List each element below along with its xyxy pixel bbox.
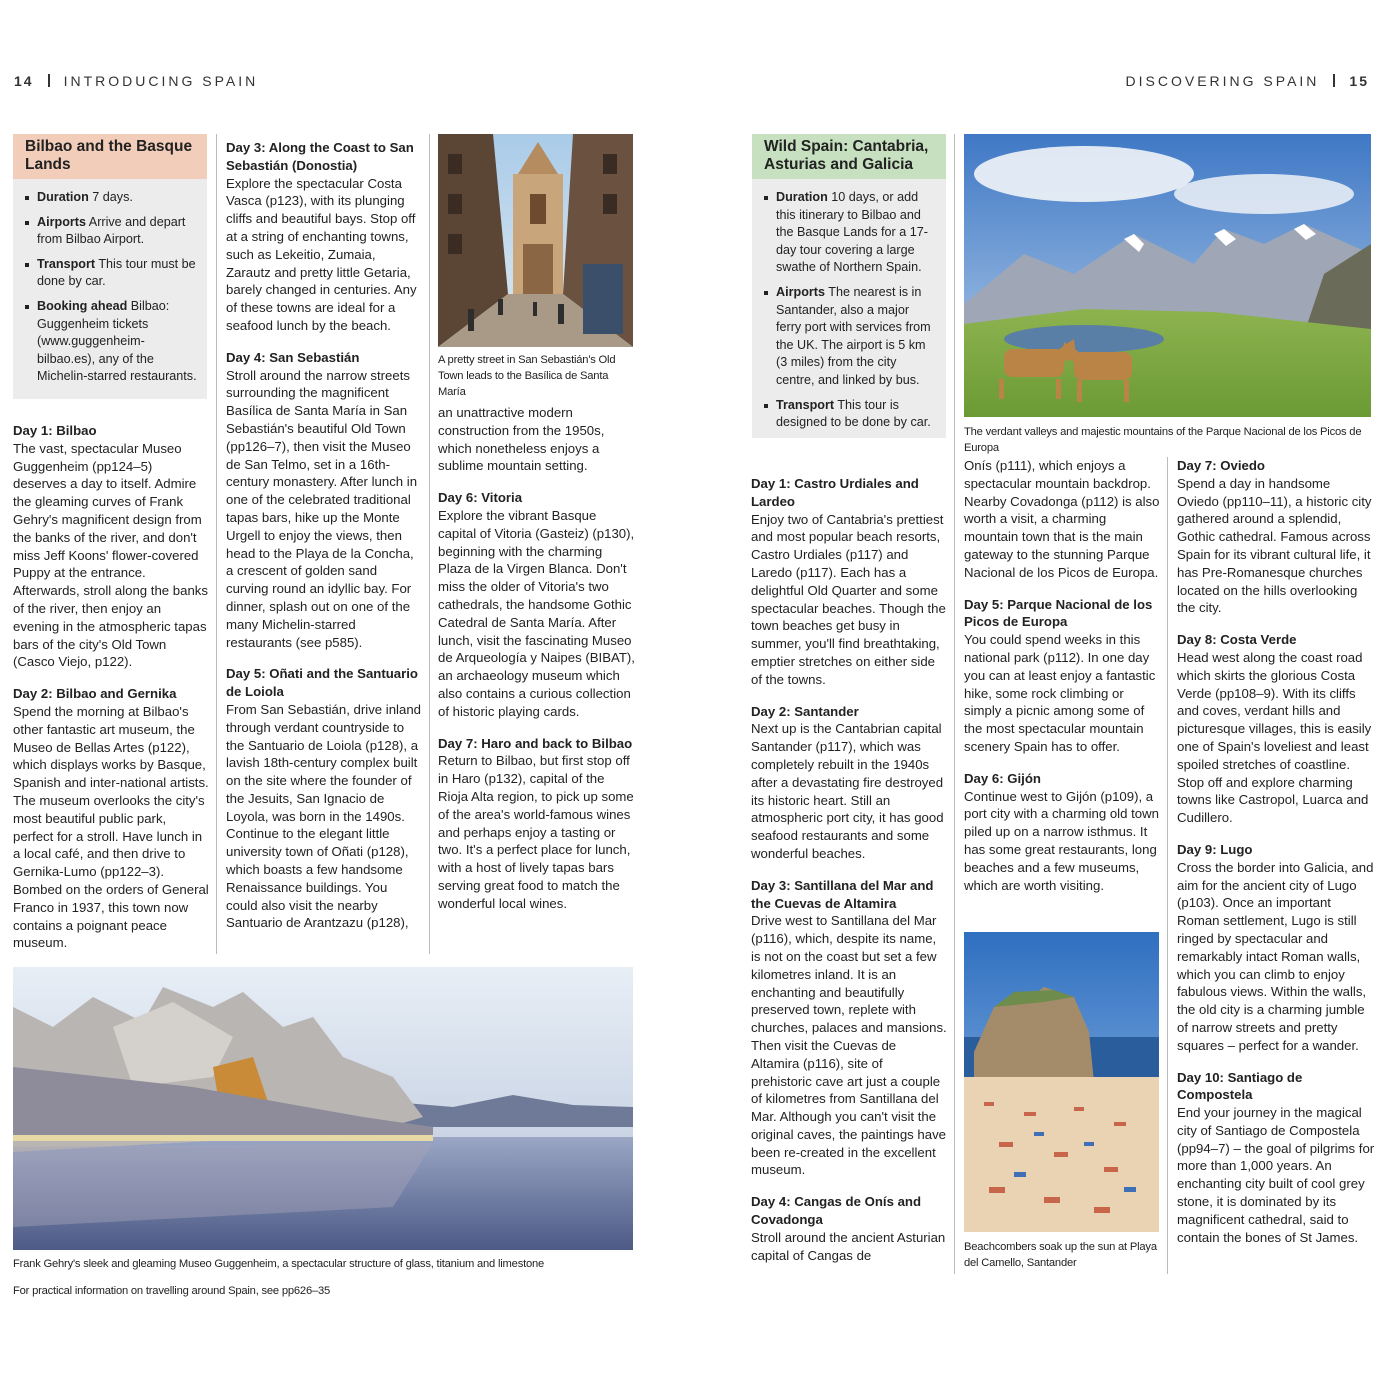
left-header-title: INTRODUCING SPAIN [63,73,259,89]
item-text: This tour is designed to be done by car. [776,397,931,430]
header-separator [48,74,50,87]
column-rule [216,134,217,954]
item-label: Duration [776,190,828,204]
beach-photo-illustration [964,932,1159,1232]
right-info-box [752,134,946,438]
day-section [226,139,422,335]
left-box-title: Bilbao and the Basque Lands [13,134,207,179]
right-column-2 [964,457,1162,927]
list-item [776,284,936,390]
day-section [751,877,947,1180]
column-rule [954,134,955,1274]
right-column-3 [1177,457,1375,1275]
day-heading: Day 4: Cangas de Onís and Covadonga [751,1194,922,1228]
day-section [751,1193,947,1264]
day-section [438,735,636,913]
list-item [776,189,936,277]
day-body: From San Sebastián, drive inland through verdant countryside to the Santuario de Loiola (p128), a lavish 18th-century complex built on the site where the founder of the Jesuits, San Ignacio de Loyola, was born in the 1490s. Continue to the elegant little university town of Oñati (p128), which boasts a few handsome Renaissance buildings. You could also visit the nearby Santuario de Arantzazu (p128), [226,701,421,931]
right-page-number: 15 [1349,73,1369,89]
item-text: This tour must be done by car. [37,256,196,289]
day-heading: Day 8: Costa Verde [1177,632,1297,648]
day-section [1177,457,1375,617]
day-heading: Day 3: Santillana del Mar and the Cuevas de Altamira [751,877,934,911]
item-text: Bilbao: Guggenheim tickets (www.guggenheim-bilbao.es), any of the Michelin-starred restaurants. [37,298,197,384]
left-column-2 [226,139,422,959]
day-section [438,489,636,720]
day-heading: Day 5: Oñati and the Santuario de Loiola [226,666,418,700]
day-body: Head west along the coast road which skirts the glorious Costa Verde (pp108–9). With its cliffs and coves, verdant hills and picturesque villages, this is easily one of Spain's loveliest and least spoiled stretches of coastline. Stop off and explore charming towns like Castropol, Luarca and Cudillero. [1177,649,1372,826]
day-section [1177,1069,1375,1247]
street-photo-illustration [438,134,633,347]
item-label: Airports [776,284,825,299]
day-body: an unattractive modern construction from the 1950s, which nonetheless enjoys a sublime mountain setting. [438,405,605,474]
beach-photo-caption: Beachcombers soak up the sun at Playa del Camello, Santander [964,1241,1157,1269]
left-running-header [14,73,258,89]
item-text: The nearest is in Santander, also a major ferry port with services from the UK. The airport is 5 km (3 miles) from the city centre, and linked by bus. [776,284,931,387]
right-header-title: DISCOVERING SPAIN [1125,73,1320,89]
day-body: Cross the border into Galicia, and aim for the ancient city of Lugo (p103). Once an important Roman settlement, Lugo is still ringed by spectacular and remarkably intact Roman walls, which you can climb to enjoy fabulous views. Within the walls, the old city is a charming jumble of narrow streets and pretty squares – perfect for a wander. [1177,859,1374,1053]
guggenheim-photo [13,967,633,1250]
day-body: Spend the morning at Bilbao's other fantastic art museum, the Museo de Bellas Artes (p122), which displays works by Basque, Spanish and inter-national artists. The museum overlooks the city's most beautiful public park, perfect for a stroll. Have lunch in a local café, and then drive to Gernika-Lumo (pp122–3). Bombed on the orders of General Franco in 1937, this town now contains a poignant peace museum. [13,703,209,951]
day-heading: Day 2: Bilbao and Gernika [13,686,177,702]
day-heading: Day 6: Vitoria [438,490,523,506]
picos-photo [964,134,1371,417]
right-running-header [1126,73,1369,89]
day-body: Return to Bilbao, but first stop off in Haro (p132), capital of the Rioja Alta region, to pick up some of the area's world-famous wines and perhaps enjoy a tasting or two. It's a perfect place for lunch, with a host of lively tapas bars serving great food to match the wonderful local wines. [438,753,634,911]
day-section [964,770,1162,895]
guggenheim-photo-illustration [13,967,633,1250]
column-rule [429,134,430,954]
day-section [438,404,636,475]
item-text: 10 days, or add this itinerary to Bilbao and the Basque Lands for a 17-day tour covering a large swathe of Northern Spain. [776,190,928,275]
day-body: Enjoy two of Cantabria's prettiest and most popular beach resorts, Castro Urdiales (p117) and Laredo (p117). Each has a delightful Old Quarter and some spectacular beaches. Though the town beaches get busy in summer, you'll find breathtaking, emptier stretches on either side of the towns. [751,511,946,687]
day-body: The vast, spectacular Museo Guggenheim (pp124–5) deserves a day to itself. Admire the gleaming curves of Frank Gehry's magnificent design from the banks of the river, and don't miss Jeff Koons' flower-covered Puppy at the entrance. Afterwards, stroll along the banks of the river, then enjoy an evening in the atmospheric tapas bars of the city's Old Town (Casco Viejo, p122). [13,440,208,670]
day-body: Continue west to Gijón (p109), a port city with a charming old town piled up on a narrow isthmus. It has some great restaurants, long beaches and a few museums, which are worth visiting. [964,788,1159,893]
day-body: End your journey in the magical city of Santiago de Compostela (pp94–7) – the goal of pilgrims for more than 1,000 years. An enchanting city built of cool grey stone, it is dominated by its magnificent cathedral, said to contain the bones of St James. [1177,1105,1375,1245]
left-box-list [13,189,207,386]
right-box-title: Wild Spain: Cantabria, Asturias and Galicia [752,134,946,179]
day-body: Drive west to Santillana del Mar (p116), which, despite its name, is not on the coast but set a few kilometres inland. It is an enchanting and beautifully preserved town, replete with churches, palaces and mansions. Then visit the Cuevas de Altamira (p116), site of prehistoric cave art just a couple of kilometres from Santillana del Mar. Although you can't visit the original caves, the paintings have been re-created in the excellent museum. [751,913,947,1178]
day-heading: Day 3: Along the Coast to San Sebastián (Donostia) [226,140,414,173]
header-separator [1333,74,1335,87]
day-heading: Day 1: Bilbao [13,423,97,438]
day-heading: Day 1: Castro Urdiales and Lardeo [751,476,919,509]
day-body: Explore the vibrant Basque capital of Vitoria (Gasteiz) (p130), beginning with the charming Plaza de la Virgen Blanca. Don't miss the older of Vitoria's two cathedrals, the handsome Gothic Catedral de Santa María. After lunch, visit the fascinating Museo de Arqueología y Naipes (BIBAT), an archaeology museum which also contains a curious collection of historic playing cards. [438,507,635,719]
day-body: Onís (p111), which enjoys a spectacular mountain backdrop. Nearby Covadonga (p112) is also worth a visit, a charming mountain town that is the main gateway to the stunning Parque Nacional de los Picos de Europa. [964,458,1160,580]
day-section [226,665,422,932]
day-heading: Day 5: Parque Nacional de los Picos de Europa [964,596,1153,630]
day-section [1177,841,1375,1055]
day-heading: Day 10: Santiago de Compostela [1177,1069,1303,1103]
beach-photo [964,932,1159,1232]
list-item [37,256,197,291]
day-heading: Day 7: Haro and back to Bilbao [438,735,633,751]
picos-photo-illustration [964,134,1371,417]
day-heading: Day 4: San Sebastián [226,349,360,365]
practical-info-footer: For practical information on travelling around Spain, see pp626–35 [13,1285,331,1297]
day-heading: Day 2: Santander [751,703,859,719]
day-heading: Day 9: Lugo [1177,841,1253,857]
list-item [776,397,936,432]
day-body: Stroll around the ancient Asturian capital of Cangas de [751,1229,946,1263]
item-label: Transport [776,397,835,412]
left-page-number: 14 [14,73,34,89]
day-body: You could spend weeks in this national park (p112). In one day you can at least enjoy a fantastic hike, some rock climbing or simply a picnic among some of the most spectacular mountain scenery Spain has to offer. [964,632,1156,754]
day-section [751,703,947,863]
item-label: Airports [37,214,86,229]
day-section [751,475,947,689]
day-section [13,685,209,952]
day-section [964,596,1162,756]
picos-photo-caption: The verdant valleys and majestic mountains of the Parque Nacional de los Picos de Europa [964,426,1362,454]
left-column-1 [13,422,209,962]
list-item [37,189,197,207]
left-info-box [13,134,207,399]
right-column-1 [751,475,947,1275]
street-photo-caption: A pretty street in San Sebastián's Old Town leads to the Basílica de Santa María [438,354,616,398]
guggenheim-photo-caption: Frank Gehry's sleek and gleaming Museo Guggenheim, a spectacular structure of glass, titanium and limestone [13,1258,545,1270]
list-item [37,214,197,249]
day-heading: Day 7: Oviedo [1177,458,1265,473]
day-heading: Day 6: Gijón [964,770,1041,786]
column-rule [1167,457,1168,1274]
item-text: Arrive and depart from Bilbao Airport. [37,214,186,247]
item-label: Duration [37,190,89,204]
right-box-list [752,189,946,432]
list-item [37,298,197,386]
item-text: 7 days. [88,190,133,204]
day-body: Spend a day in handsome Oviedo (pp110–11), a historic city gathered around a splendid, Gothic cathedral. Famous across Spain for its vibrant cultural life, it has Pre-Romanesque churches located on the hills overlooking the city. [1177,475,1372,616]
left-column-3 [438,404,636,959]
item-label: Booking ahead [37,298,128,313]
street-photo [438,134,633,347]
day-section [1177,631,1375,827]
item-label: Transport [37,256,96,271]
day-body: Explore the spectacular Costa Vasca (p123), with its plunging cliffs and beautiful bays. Stop off at a string of enchanting towns, such as Lekeitio, Zumaia, Zarautz and pretty little Getaria, barely changed in centuries. Any of these towns are ideal for a seafood lunch by the beach. [226,175,417,333]
day-section [13,422,209,671]
day-section [226,349,422,652]
day-section [964,457,1162,582]
day-body: Next up is the Cantabrian capital Santander (p117), which was completely rebuilt in the 1940s after a devastating fire destroyed its historic heart. Still an atmospheric port city, it has good seafood restaurants and some wonderful beaches. [751,721,944,861]
day-body: Stroll around the narrow streets surrounding the magnificent Basílica de Santa María in San Sebastián's beautiful Old Town (pp126–7), then visit the Museo de San Telmo, set in a 16th-century monastery. After lunch in one of the celebrated traditional tapas bars, hike up the Monte Urgell to enjoy the views, then head to the Playa de la Concha, a crescent of golden sand curving round an idyllic bay. For dinner, splash out on one of the many Michelin-starred restaurants (see p585). [226,367,418,650]
